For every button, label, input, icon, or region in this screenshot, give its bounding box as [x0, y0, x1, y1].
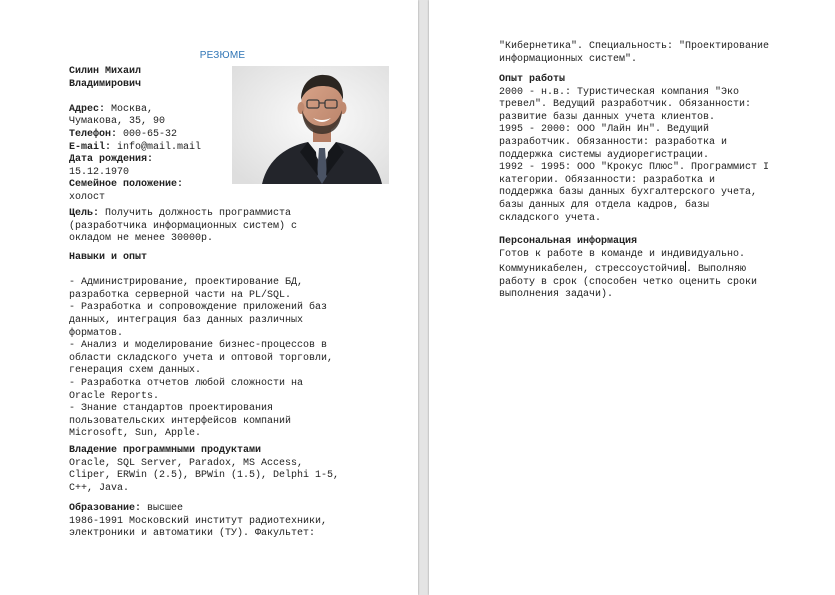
education-value: высшее: [141, 503, 184, 514]
email-value: info@mail.mail: [111, 141, 202, 153]
personal-info-line-1: Готов к работе в команде и индивидуально.: [499, 248, 746, 260]
skills-line: Oracle Reports.: [69, 390, 160, 402]
address-value: Москва,: [105, 103, 154, 115]
education-continued-line: информационных систем".: [499, 53, 638, 65]
phone-line: [69, 129, 231, 142]
personal-info-line-4: выполнения задачи).: [499, 289, 614, 301]
goal-line-1: [69, 208, 389, 221]
education-detail-line: электроники и автоматики (ТУ). Факультет:: [69, 528, 316, 540]
name-line-1: Силин Михаил: [69, 66, 142, 77]
email-line: [69, 142, 231, 155]
software-line: Oracle, SQL Server, Paradox, MS Access,: [69, 457, 304, 469]
experience-line: категории. Обязанности: разработка и: [499, 174, 716, 186]
skills-line: генерация схем данных.: [69, 365, 202, 377]
education-line: [69, 503, 389, 516]
marital-label: Семейное положение:: [69, 179, 184, 191]
education-section: [69, 503, 389, 541]
education-continued-line: "Кибернетика". Специальность: "Проектирование: [499, 41, 770, 52]
phone-value: 000-65-32: [117, 128, 178, 140]
goal-line-2: (разработчика информационных систем) с: [69, 220, 298, 232]
experience-line: базы данных для отдела кадров, базы: [499, 199, 710, 211]
skills-line: Microsoft, Sun, Apple.: [69, 428, 202, 440]
personal-info-line-3: работу в срок (способен четко оценить сроки: [499, 276, 758, 288]
education-detail-line: 1986-1991 Московский институт радиотехники,: [69, 515, 328, 527]
skills-line: разработка серверной части на PL/SQL.: [69, 289, 292, 301]
skills-line: данных, интеграция баз данных различных: [69, 314, 304, 326]
phone-label: Телефон:: [69, 128, 118, 140]
software-heading: Владение программными продуктами: [69, 445, 262, 456]
document-title: РЕЗЮМЕ: [199, 50, 246, 61]
skills-line: области складского учета и оптовой торговли,: [69, 352, 334, 364]
experience-line: поддержка системы аудиорегистрации.: [499, 149, 710, 161]
software-line: Cliper, ERWin (2.5), BPWin (1.5), Delphi 1-5,: [69, 470, 340, 482]
software-line: C++, Java.: [69, 482, 130, 494]
address-label: Адрес:: [69, 103, 106, 115]
experience-heading: Опыт работы: [499, 74, 566, 85]
experience-line: 1992 - 1995: ООО "Крокус Плюс". Программист I: [499, 162, 770, 174]
skills-line: - Разработка и сопровождение приложений баз: [69, 302, 328, 314]
skills-line: - Разработка отчетов любой сложности на: [69, 377, 304, 389]
marital-value: холост: [69, 191, 106, 203]
personal-info-line-2-end: . Выполняю: [686, 264, 747, 276]
education-label: Образование:: [69, 503, 142, 514]
personal-info-section: [499, 236, 819, 302]
experience-line: складского учета.: [499, 212, 602, 224]
personal-info-heading: Персональная информация: [499, 236, 638, 247]
name-line-2: Владимирович: [69, 78, 142, 90]
address-line: [69, 104, 231, 117]
experience-line: развитие базы данных учета клиентов.: [499, 111, 716, 123]
experience-line: 1995 - 2000: ООО "Лайн Ин". Ведущий: [499, 124, 710, 136]
software-section: [69, 445, 389, 495]
skills-section: [69, 252, 389, 441]
skills-line: - Знание стандартов проектирования: [69, 403, 274, 415]
experience-line: тревел". Ведущий разработчик. Обязанности:: [499, 99, 752, 111]
goal-label: Цель:: [69, 208, 100, 219]
skills-line: форматов.: [69, 327, 124, 339]
profile-photo-image: [232, 66, 389, 184]
profile-photo: [232, 66, 389, 184]
goal-value: Получить должность программиста: [99, 208, 292, 219]
skills-line: пользовательских интерфейсов компаний: [69, 415, 292, 427]
goal-section: [69, 208, 389, 246]
skills-line: - Анализ и моделирование бизнес-процессов в: [69, 340, 328, 352]
personal-details: [69, 66, 231, 205]
goal-line-3: окладом не менее 30000р.: [69, 233, 214, 245]
personal-info-line-2-start: Коммуникабелен, стрессоустойчив: [499, 264, 686, 276]
experience-line: разработчик. Обязанности: разработка и: [499, 136, 728, 148]
skills-heading: Навыки и опыт: [69, 252, 148, 263]
education-continued: [499, 41, 819, 66]
experience-section: [499, 74, 819, 225]
birth-label: Дата рождения:: [69, 154, 154, 166]
address-line-2: Чумакова, 35, 90: [69, 116, 166, 128]
experience-line: 2000 - н.в.: Туристическая компания "Эко: [499, 86, 740, 98]
skills-line: - Администрирование, проектирование БД,: [69, 277, 304, 289]
birth-value: 15.12.1970: [69, 166, 130, 178]
email-label: E-mail:: [69, 141, 112, 153]
experience-line: поддержка базы данных бухгалтерского учета,: [499, 187, 758, 199]
personal-info-line-2[interactable]: [499, 261, 819, 277]
